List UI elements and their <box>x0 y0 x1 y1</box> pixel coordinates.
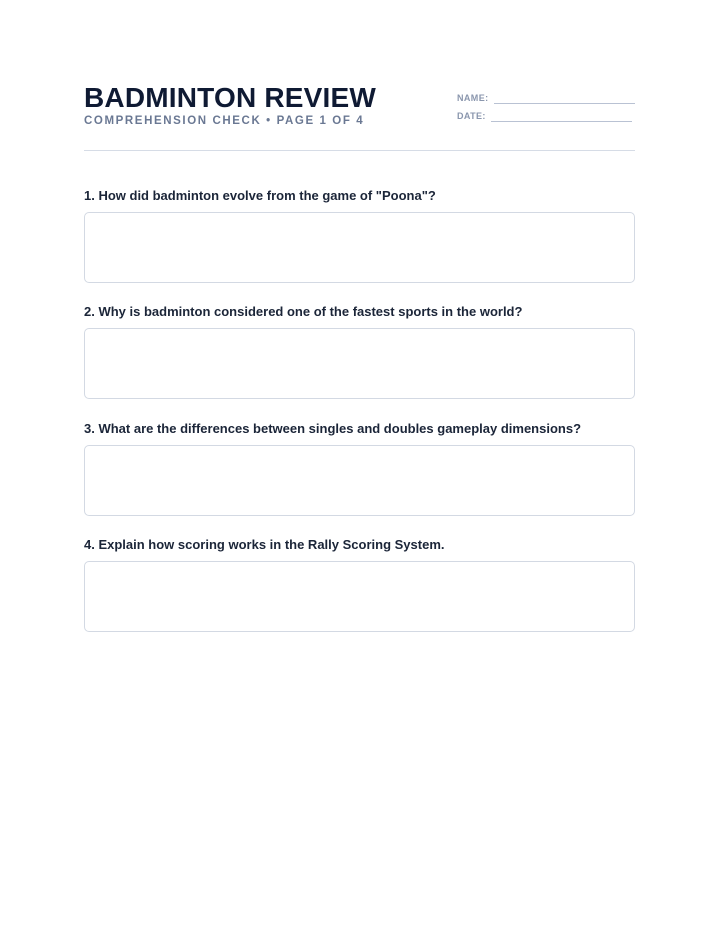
answer-box-1[interactable] <box>84 212 635 283</box>
question-1: 1. How did badminton evolve from the game of "Poona"? <box>84 188 436 203</box>
name-label: NAME: <box>457 93 489 103</box>
worksheet-page <box>84 0 635 932</box>
answer-box-3[interactable] <box>84 445 635 516</box>
page-subtitle: COMPREHENSION CHECK • PAGE 1 OF 4 <box>84 115 365 127</box>
date-label: DATE: <box>457 111 486 121</box>
answer-box-4[interactable] <box>84 561 635 632</box>
name-field[interactable] <box>494 103 635 104</box>
question-4: 4. Explain how scoring works in the Rally Scoring System. <box>84 537 445 552</box>
header-divider <box>84 150 635 151</box>
page-title: BADMINTON REVIEW <box>84 82 377 113</box>
date-field[interactable] <box>491 121 632 122</box>
question-2: 2. Why is badminton considered one of the fastest sports in the world? <box>84 304 523 319</box>
question-3: 3. What are the differences between singles and doubles gameplay dimensions? <box>84 421 582 436</box>
answer-box-2[interactable] <box>84 328 635 399</box>
